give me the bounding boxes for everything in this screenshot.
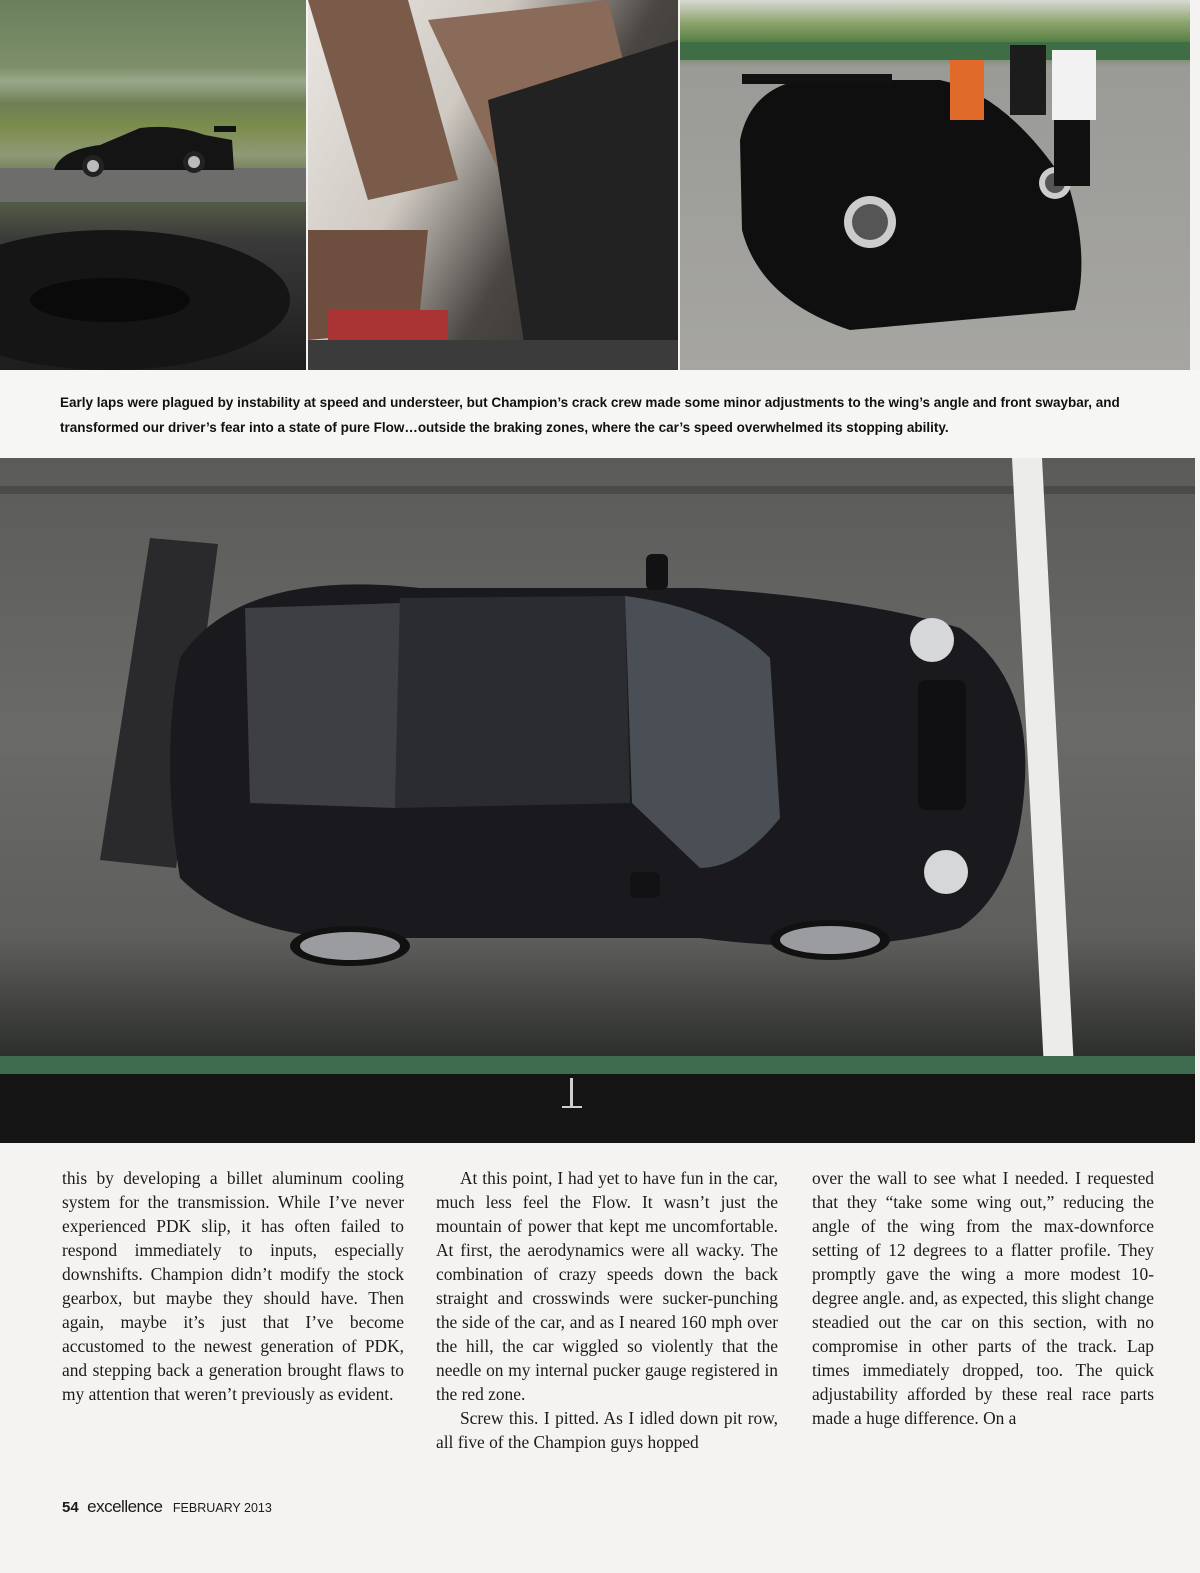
magazine-name: excellence [87,1497,163,1516]
article-column-1 [62,1166,404,1406]
issue-date: FEBRUARY 2013 [172,1501,272,1515]
page-footer [62,1497,272,1517]
photo-wing-adjustment [308,0,678,370]
column-2-paragraph-1: At this point, I had yet to have fun in the car, much less feel the Flow. It wasn’t just the mountain of power that kept me uncomfortable. At first, the aerodynamics were all wacky. The combination of crazy speeds down the back straight and crosswinds were sucker-punching the side of the car, and as I neared 160 mph over the hill, the car wiggled so violently that the needle on my internal pucker gauge registered in the red zone. [436,1168,778,1404]
column-2-paragraph-2: Screw this. I pitted. As I idled down pit row, all five of the Champion guys hopped [436,1408,778,1452]
track-car-illustration [0,0,306,370]
photo-track-car [0,0,306,370]
article-column-2 [436,1166,778,1454]
photo-overhead-car [0,458,1195,1143]
car-crew-illustration [680,0,1190,370]
column-3-paragraph: over the wall to see what I needed. I requested that they “take some wing out,” reducing the angle of the wing from the max-downforce setting of 12 degrees to a flatter profile. They promptly gave the wing a more modest 10-degree angle. and, as expected, this slight change steadied out the car on this section, with no compromise in other parts of the track. Lap times immediately dropped, too. The quick adjustability afforded by these real race parts made a huge difference. On a [812,1168,1154,1428]
photo-car-with-crew [680,0,1190,370]
column-1-paragraph: this by developing a billet aluminum cooling system for the transmission. While I’ve never experienced PDK slip, it has often failed to respond immediately to inputs, especially downshifts. Champion didn’t modify the stock gearbox, but maybe they should have. Then again, maybe it’s just that I’ve become accustomed to the newest generation of PDK, and stepping back a generation brought flaws to my attention that weren’t previously as evident. [62,1168,404,1404]
page-number: 54 [62,1499,79,1516]
photo-caption: Early laps were plagued by instability at speed and understeer, but Champion’s crack crew made some minor adjustments to the wing’s angle and front swaybar, and transformed our driver’s fear into a state of pure Flow…outside the braking zones, where the car’s speed overwhelmed its stopping ability. [60,395,1120,435]
overhead-car-illustration [0,458,1195,1143]
wing-adjustment-illustration [308,0,678,370]
article-column-3 [812,1166,1154,1430]
